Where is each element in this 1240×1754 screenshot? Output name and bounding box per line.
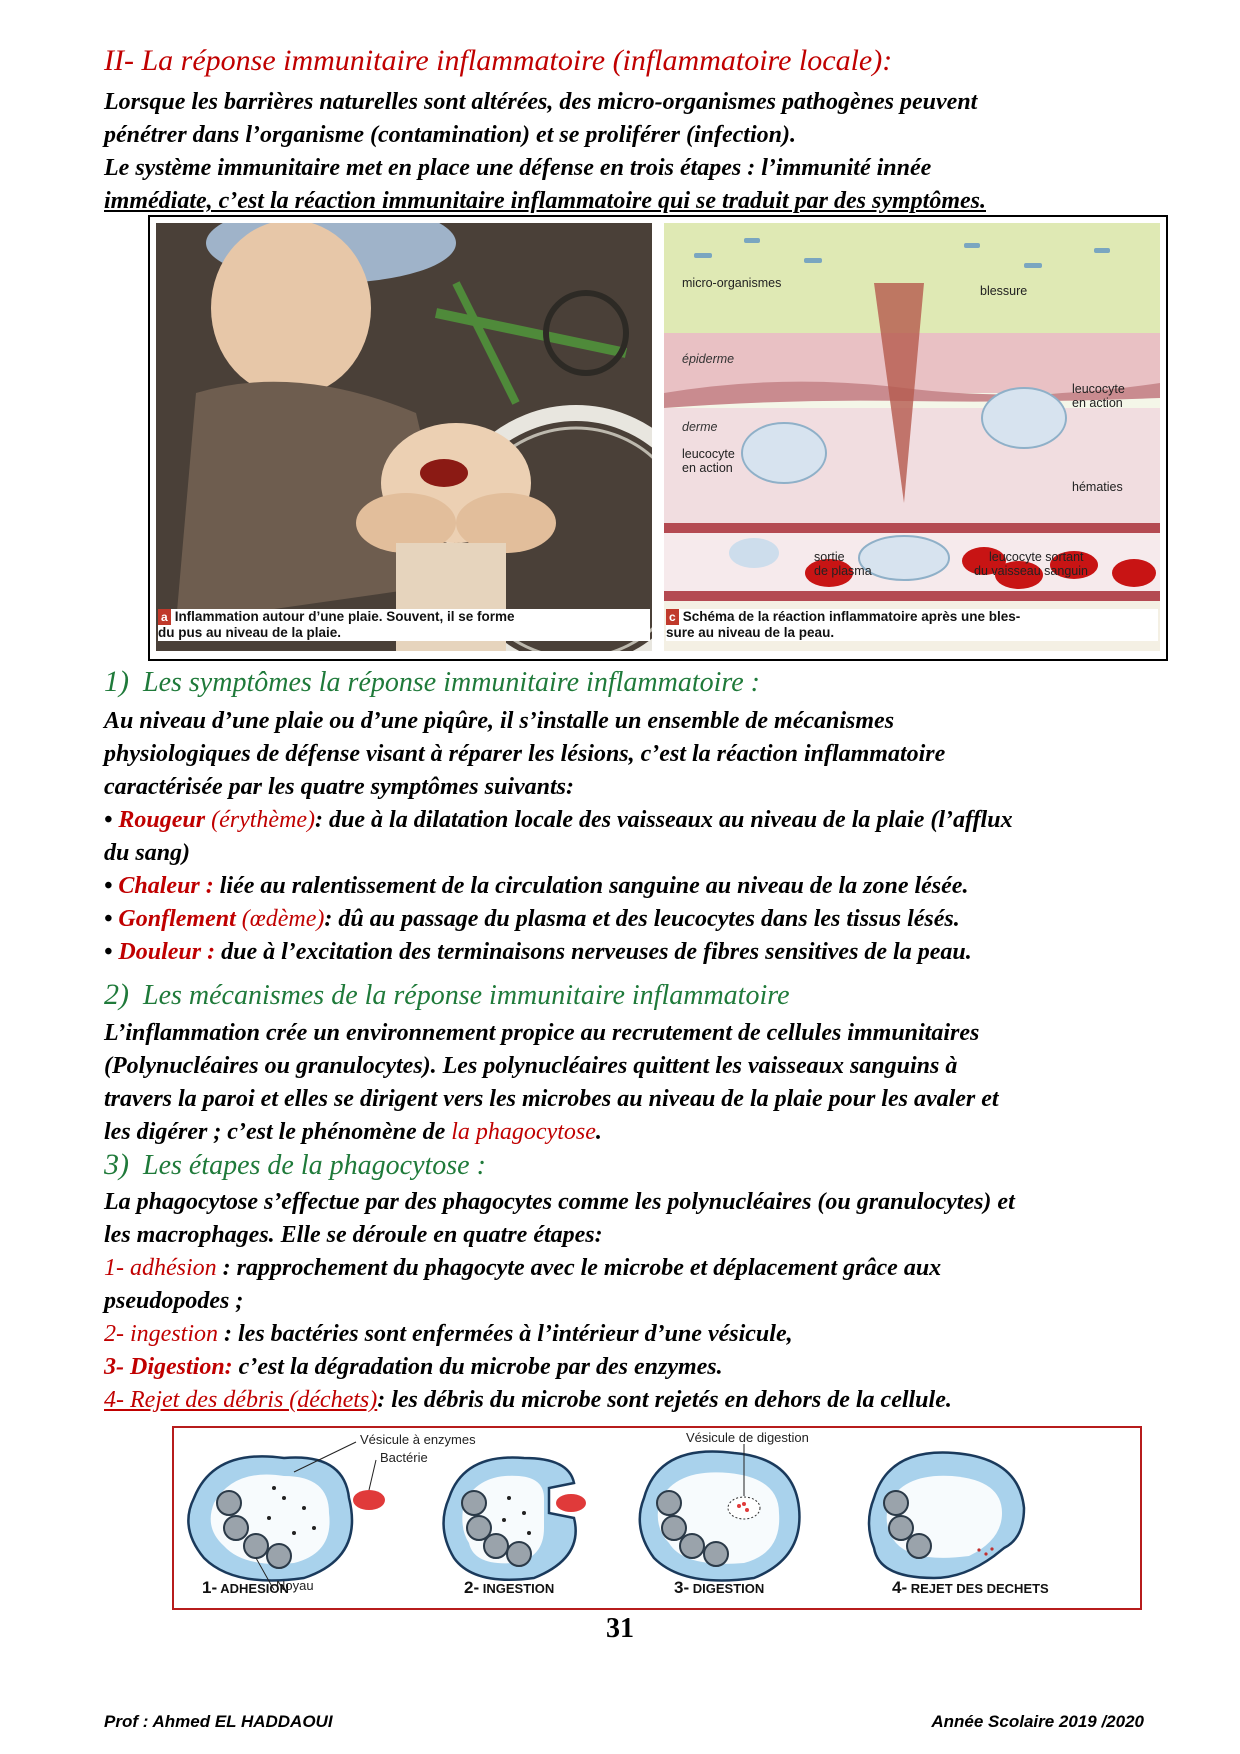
label-hematies: hématies	[1072, 480, 1123, 494]
inflammation-diagram	[664, 223, 1160, 651]
step-ingestion: 2- ingestion : les bactéries sont enfermées à l’intérieur d’une vésicule,	[104, 1321, 793, 1347]
step-label-adhesion: 1- ADHESION	[202, 1578, 289, 1597]
section-1-number: 1)	[104, 665, 129, 698]
footer-author: Prof : Ahmed EL HADDAOUI	[104, 1712, 333, 1731]
section-1-heading	[104, 665, 760, 699]
s1-line: Au niveau d’une plaie ou d’une piqûre, il s’installe un ensemble de mécanismes	[104, 708, 895, 734]
section-3-body	[104, 1186, 1015, 1417]
s3-line: les macrophages. Elle se déroule en quatre étapes:	[104, 1222, 603, 1248]
label-epiderme: épiderme	[682, 352, 735, 366]
caption-c-badge: c	[666, 609, 679, 625]
symptom-gonflement: • Gonflement (œdème): dû au passage du plasma et des leucocytes dans les tissus lésés.	[104, 906, 960, 932]
photo-illustration	[156, 223, 652, 651]
caption-c-line2: sure au niveau de la peau.	[666, 625, 835, 640]
section-2-title: Les mécanismes de la réponse immunitaire inflammatoire	[143, 980, 790, 1011]
s1-line: physiologiques de défense visant à réparer les lésions, c’est la réaction inflammatoire	[104, 741, 946, 767]
section-1-body	[104, 705, 1013, 969]
injured-boy-photo	[156, 223, 652, 651]
s1-line: caractérisée par les quatre symptômes suivants:	[104, 774, 574, 800]
symptom-douleur: • Douleur : due à l’excitation des terminaisons nerveuses de fibres sensitives de la peau.	[104, 939, 972, 965]
label-vesicule-enzymes: Vésicule à enzymes	[360, 1432, 476, 1447]
caption-a-badge: a	[158, 609, 171, 625]
section-3-number: 3)	[104, 1148, 129, 1181]
symptom-chaleur: • Chaleur : liée au ralentissement de la circulation sanguine au niveau de la zone lésée.	[104, 873, 969, 899]
label-leucocyte-sortant-1: leucocyte sortant	[989, 550, 1084, 564]
label-leucocyte-action-left-2: en action	[682, 461, 733, 475]
section-1-title: Les symptômes la réponse immunitaire inflammatoire :	[143, 667, 760, 698]
s2-line: les digérer ; c’est le phénomène de la phagocytose.	[104, 1119, 602, 1145]
cell-rejet	[869, 1453, 1024, 1578]
caption-a	[158, 609, 650, 641]
label-leucocyte-action-right-1: leucocyte	[1072, 382, 1125, 396]
label-blessure: blessure	[980, 284, 1028, 298]
section-3-heading	[104, 1148, 486, 1182]
intro-paragraph	[104, 86, 986, 218]
s2-line: L’inflammation crée un environnement propice au recrutement de cellules immunitaires	[104, 1020, 980, 1046]
label-derme: derme	[682, 420, 718, 434]
step-label-rejet: 4- REJET DES DECHETS	[892, 1578, 1049, 1597]
label-leucocyte-action-right-2: en action	[1072, 396, 1123, 410]
s3-line: La phagocytose s’effectue par des phagocytes comme les polynucléaires (ou granulocytes) et	[104, 1189, 1015, 1215]
caption-a-line2: du pus au niveau de la plaie.	[158, 625, 342, 640]
page-number: 31	[606, 1613, 634, 1644]
label-leucocyte-action-left-1: leucocyte	[682, 447, 735, 461]
section-2-body	[104, 1017, 999, 1149]
phagocytosis-diagram	[172, 1426, 1142, 1610]
intro-line: pénétrer dans l’organisme (contamination) et se proliférer (infection).	[104, 122, 796, 148]
main-heading: II- La réponse immunitaire inflammatoire (inflammatoire locale):	[104, 44, 893, 77]
step-rejet: 4- Rejet des débris (déchets): les débris du microbe sont rejetés en dehors de la cellule.	[104, 1387, 952, 1413]
caption-c-line1: Schéma de la réaction inflammatoire après une bles-	[682, 609, 1021, 624]
symptom-rougeur: • Rougeur (érythème): due à la dilatation locale des vaisseaux au niveau de la plaie (l’afflux	[104, 807, 1013, 833]
intro-line: Lorsque les barrières naturelles sont altérées, des micro-organismes pathogènes peuvent	[104, 89, 978, 115]
step-label-ingestion: 2- INGESTION	[464, 1578, 555, 1597]
step-digestion: 3- Digestion: c’est la dégradation du microbe par des enzymes.	[104, 1354, 723, 1380]
symptom-rougeur-cont: du sang)	[104, 840, 191, 866]
section-2-number: 2)	[104, 978, 129, 1011]
footer-year: Année Scolaire 2019 /2020	[931, 1712, 1144, 1731]
section-2-heading	[104, 978, 790, 1012]
caption-a-line1: Inflammation autour d’une plaie. Souvent, il se forme	[174, 609, 515, 624]
step-label-digestion: 3- DIGESTION	[674, 1578, 765, 1597]
label-sortie-2: de plasma	[814, 564, 872, 578]
diagram-illustration	[664, 223, 1160, 651]
label-noyau: Noyau	[276, 1578, 314, 1593]
label-leucocyte-sortant-2: du vaisseau sanguin	[974, 564, 1088, 578]
cell-ingestion	[444, 1458, 586, 1580]
s2-line: (Polynucléaires ou granulocytes). Les polynucléaires quittent les vaisseaux sanguins à	[104, 1053, 958, 1079]
cell-adhesion	[188, 1456, 385, 1580]
intro-line: Le système immunitaire met en place une défense en trois étapes : l’immunité innée	[104, 155, 932, 181]
step-adhesion: 1- adhésion : rapprochement du phagocyte avec le microbe et déplacement grâce aux	[104, 1255, 942, 1281]
label-sortie-1: sortie	[814, 550, 845, 564]
section-3-title: Les étapes de la phagocytose :	[143, 1150, 486, 1181]
inflammation-figure	[148, 215, 1168, 661]
step-adhesion-cont: pseudopodes ;	[104, 1288, 244, 1314]
label-vesicule-digestion: Vésicule de digestion	[686, 1430, 809, 1445]
cell-digestion	[640, 1451, 800, 1580]
caption-c	[666, 609, 1158, 641]
label-bacterie: Bactérie	[380, 1450, 428, 1465]
s2-line: travers la paroi et elles se dirigent vers les microbes au niveau de la plaie pour les avaler et	[104, 1086, 999, 1112]
intro-line: immédiate, c’est la réaction immunitaire inflammatoire qui se traduit par des symptômes.	[104, 188, 986, 214]
label-micro-organismes: micro-organismes	[682, 276, 782, 290]
